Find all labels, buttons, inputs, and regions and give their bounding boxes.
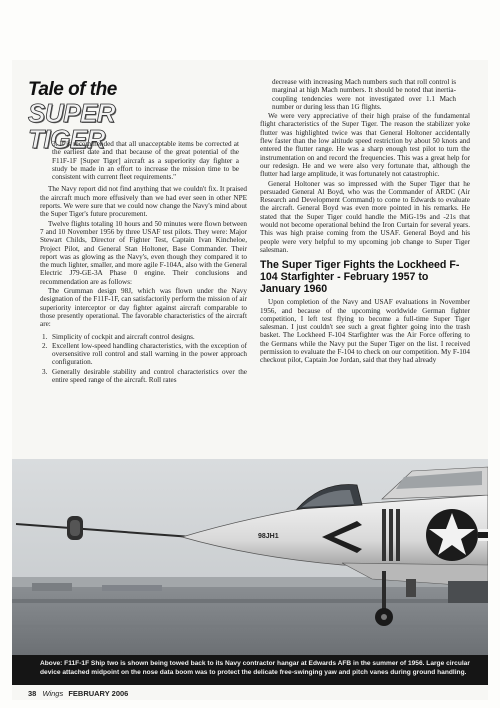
- photo-caption: Above: F11F-1F Ship two is shown being towed back to its Navy contractor hangar at Edwards AFB in the summer of 1956. Large circular device attached midpoint on the nose data boom was to protect the delicate free-swinging yaw and pitch vanes during ground handling.: [12, 655, 488, 685]
- list-item: 1. Simplicity of cockpit and aircraft control designs.: [42, 332, 195, 341]
- list-item: 2. Excellent low-speed handling characteristics, with the exception of oversensitive roll control and stall warning in the power approach configuration.: [42, 341, 247, 367]
- list-item: 3. Generally desirable stability and control characteristics over the entire speed range of the aircraft. Roll rates: [42, 367, 247, 385]
- list-continuation: decrease with increasing Mach numbers such that roll control is marginal at high Mach numbers. It should be noted that inertia-coupling tendencies were not investigated over 1.1 Mach number or during less than 1G flights.: [272, 78, 456, 111]
- issue-date: FEBRUARY 2006: [68, 689, 129, 698]
- section-heading: The Super Tiger Fights the Lockheed F-104 Starfighter - February 1957 to January 1960: [260, 259, 460, 296]
- title-line-2: SUPER TIGER: [28, 98, 116, 154]
- paragraph: Upon completion of the Navy and USAF evaluations in November 1956, and because of the upcoming worldwide German fighter competition, I left test flying to become a full-time Super Tiger salesman. I just couldn't see such a great fighter going into the trash basket. The Lockheed F-104 Starfighter was the Air Force offering to the Germans while the Navy put the Super Tiger on the list. I received permission to evaluate the F-104 to check on our competition. My F-104 checkout pilot, Captain Joe Jordan, said that they had already: [260, 298, 470, 365]
- paragraph: The Grumman design 98J, which was flown under the Navy designation of the F11F-1F, can satisfactorily perform the mission of air superiority interceptor or day fighter against aircraft comparable to those presently operational. The favorable characteristics of the aircraft are:: [40, 287, 247, 329]
- magazine-name: Wings: [42, 689, 64, 698]
- nose-marking: 98JH1: [258, 533, 279, 540]
- paragraph: Twelve flights totaling 10 hours and 50 minutes were flown between 7 and 10 November 1956 by three USAF test pilots. They were: Major Stewart Childs, Director of Fighter Test, Captain Ivan Kincheloe, Project Pilot, and General Stan Holtoner, Base Commander. Their report was as glowing as the Navy's, even though they compared it to the much lighter, smaller, and more agile F-104A, also with the General Electric J79-GE-3A Phase 0 engine. Their conclusions and recommendation are as follows:: [40, 219, 247, 286]
- aircraft-illustration: [12, 459, 488, 685]
- page-footer: [28, 689, 131, 698]
- characteristics-list: [40, 333, 247, 385]
- aircraft-photo: [12, 459, 488, 685]
- paragraph: We were very appreciative of their high praise of the fundamental flight characteristics of the Super Tiger. The reason the stabilizer yoke flutter was highlighted twice was that General Holtoner accidentally flew faster than the low altitude speed restriction by about 50 knots and entered the flutter range. He was a sharp enough test pilot to turn the instrumentation on and record the frequencies. This was a great help for our redesign. He and we were also very fortunate that, although the flutter had large amplitude, it was fortunately not catastrophic.: [260, 112, 470, 179]
- page-number: 38: [28, 689, 37, 698]
- right-column: [260, 78, 470, 366]
- recommendation-item: 3. It is recommended that all unacceptable items be corrected at the earliest date and that because of the great potential of the F11F-1F [Super Tiger] aircraft as a superiority day fighter a study be made in an effort to increase the mission time to be consistent with current fleet requirements.": [52, 140, 239, 182]
- paragraph: General Holtoner was so impressed with the Super Tiger that he persuaded General Al Boyd, who was the Commander of ARDC (Air Research and Development Command) to come to Edwards to evaluate the aircraft. General Boyd was even more pointed in his remarks. He stated that the Super Tiger could handle the MiG-19s and -21s that would not become operational behind the Iron Curtain for several years. This was high praise coming from the USAF. General Boyd and his people were very helpful to my upcoming job change to Super Tiger salesman.: [260, 179, 470, 254]
- title-line-1: Tale of the: [28, 79, 117, 100]
- paragraph: The Navy report did not find anything that we couldn't fix. It praised the aircraft much more effusively than we had ever seen in other NPE reports. We were sure that we could now change the Navy's mind about the Super Tiger's future procurement.: [40, 185, 247, 219]
- left-column: [40, 140, 247, 388]
